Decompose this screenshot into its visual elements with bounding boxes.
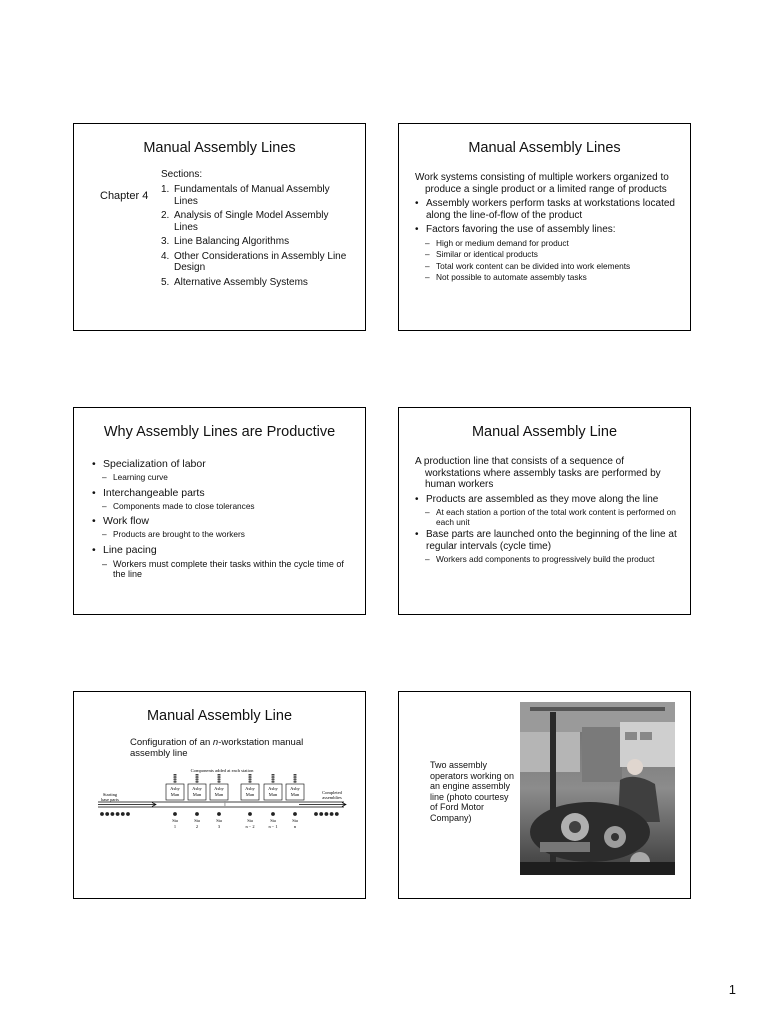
section-item: 4. Other Considerations in Assembly Line Design xyxy=(161,250,347,273)
slide-body xyxy=(92,458,355,582)
roller-icon xyxy=(314,812,318,816)
roller-icon xyxy=(111,812,115,816)
slide-body xyxy=(415,172,680,285)
station-number: 3 xyxy=(217,824,221,829)
sub-bullet-item: – Workers add components to progressively build the product xyxy=(425,555,680,565)
slide-title: Manual Assembly Lines xyxy=(143,140,296,156)
roller-icon xyxy=(105,812,109,816)
slide-body xyxy=(415,456,680,567)
roller-icon xyxy=(121,812,125,816)
engine-assembly-photo xyxy=(520,702,675,875)
slide-title: Manual Assembly Line xyxy=(471,424,618,440)
slide-5 xyxy=(73,691,366,899)
bullet-item: • Factors favoring the use of assembly lines: xyxy=(415,224,680,236)
section-item: 3. Line Balancing Algorithms xyxy=(161,236,290,247)
roller-icon xyxy=(217,812,221,816)
station-id: Sta xyxy=(194,818,200,823)
station-number: n xyxy=(293,824,297,829)
roller-icon xyxy=(100,812,104,816)
bullet-item: • Line pacing xyxy=(92,544,355,556)
chapter-label: Chapter 4 xyxy=(100,190,149,202)
sub-bullet-item: – Similar or identical products xyxy=(425,250,680,260)
roller-icon xyxy=(271,812,275,816)
station-label: Man xyxy=(290,792,300,797)
slide-4 xyxy=(398,407,691,615)
slide-3 xyxy=(73,407,366,615)
station-label: Asby xyxy=(214,786,224,791)
section-item: 1. Fundamentals of Manual Assembly Lines xyxy=(161,184,330,207)
slide-title: Manual Assembly Lines xyxy=(468,140,621,156)
sub-bullet-item: – Workers must complete their tasks within the cycle time of the line xyxy=(102,559,355,580)
intro-text: A production line that consists of a sequence of workstations where assembly tasks are performed by human workers xyxy=(415,456,661,490)
roller-icon xyxy=(325,812,329,816)
bullet-item: • Interchangeable parts xyxy=(92,487,355,499)
sub-bullet-item: – High or medium demand for product xyxy=(425,239,680,249)
sub-bullet-item: – Products are brought to the workers xyxy=(102,530,355,540)
station-label: Asby xyxy=(268,786,278,791)
station-label: Man xyxy=(214,792,224,797)
page-number: 1 xyxy=(728,982,736,997)
station-number: n − 2 xyxy=(245,824,255,829)
assembly-line-diagram xyxy=(94,766,354,836)
slide-title: Manual Assembly Line xyxy=(146,708,293,724)
station-label: Asby xyxy=(245,786,255,791)
flow-arrow-icon xyxy=(98,803,156,807)
roller-icon xyxy=(335,812,339,816)
roller-icon xyxy=(173,812,177,816)
slide-title: Why Assembly Lines are Productive xyxy=(103,424,336,440)
completed-label: Completed xyxy=(322,790,342,795)
sections-list xyxy=(161,184,351,291)
station-id: Sta xyxy=(172,818,178,823)
sub-bullet-item: – Total work content can be divided into work elements xyxy=(425,262,680,272)
starting-label: base parts xyxy=(101,797,119,802)
station-number: 2 xyxy=(195,824,199,829)
completed-label: assemblies xyxy=(322,795,342,800)
station-number: n − 1 xyxy=(268,824,278,829)
roller-icon xyxy=(319,812,323,816)
sections-label: Sections: xyxy=(161,169,203,180)
sub-bullet-item: – At each station a portion of the total work content is performed on each unit xyxy=(425,508,680,527)
sub-bullet-item: – Learning curve xyxy=(102,473,355,483)
station-label: Asby xyxy=(192,786,202,791)
station-label: Man xyxy=(268,792,278,797)
slide-6 xyxy=(398,691,691,899)
station-label: Man xyxy=(192,792,202,797)
roller-icon xyxy=(330,812,334,816)
section-item: 2. Analysis of Single Model Assembly Lines xyxy=(161,210,329,233)
bullet-item: • Base parts are launched onto the beginning of the line at regular intervals (cycle time) xyxy=(415,529,680,552)
starting-label: Starting xyxy=(102,792,118,797)
components-label: Components added at each station xyxy=(190,768,254,773)
roller-icon xyxy=(195,812,199,816)
station-label: Man xyxy=(170,792,180,797)
station-label: Man xyxy=(245,792,255,797)
bullet-item: • Assembly workers perform tasks at workstations located along the line-of-flow of the product xyxy=(415,198,680,221)
bullet-item: • Work flow xyxy=(92,515,355,527)
bullet-item: • Products are assembled as they move along the line xyxy=(415,494,680,506)
station-id: Sta xyxy=(216,818,222,823)
slide-2 xyxy=(398,123,691,331)
station-number: 1 xyxy=(173,824,177,829)
intro-text: Work systems consisting of multiple workers organized to produce a single product or a limited range of products xyxy=(415,172,669,195)
station-id: Sta xyxy=(292,818,298,823)
roller-icon xyxy=(248,812,252,816)
photo-caption: Two assembly operators working on an engine assembly line (photo courtesy of Ford Motor Company) xyxy=(430,760,515,823)
diagram-caption: Configuration of an n-workstation manual assembly line xyxy=(130,737,304,759)
section-item: 5. Alternative Assembly Systems xyxy=(161,276,308,288)
roller-icon xyxy=(126,812,130,816)
roller-icon xyxy=(116,812,120,816)
ellipsis-icon: ⁞ xyxy=(224,802,226,808)
station-label: Asby xyxy=(290,786,300,791)
flow-arrow-icon xyxy=(299,803,346,807)
sub-bullet-item: – Not possible to automate assembly tasks xyxy=(425,273,680,283)
bullet-item: • Specialization of labor xyxy=(92,458,355,470)
roller-icon xyxy=(293,812,297,816)
station-id: Sta xyxy=(270,818,276,823)
slide-1 xyxy=(73,123,366,331)
station-label: Asby xyxy=(170,786,180,791)
sub-bullet-item: – Components made to close tolerances xyxy=(102,502,355,512)
station-id: Sta xyxy=(247,818,253,823)
